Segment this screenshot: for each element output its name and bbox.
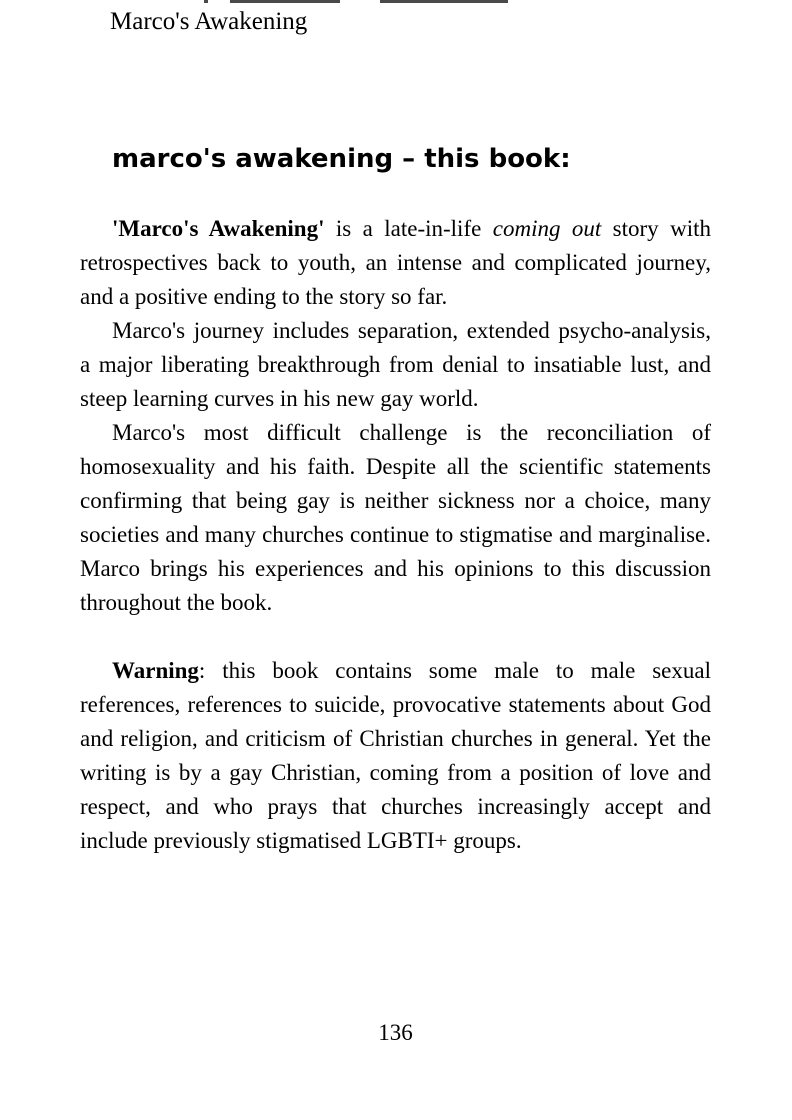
paragraph-challenge: Marco's most difficult challenge is the reconciliation of homosexuality and his faith. Despite all the scientific statements confirming that being gay is neither sickness nor a choice, many societies and many churches continue to stigmatise and marginalise. Marco brings his experiences and his opinions to this discussion throughout the book. <box>80 420 711 615</box>
page-number: 136 <box>378 1020 413 1045</box>
running-header: Marco's Awakening <box>110 8 308 35</box>
body-run: : this book contains some male to male sexual references, references to suicide, provocative statements about God and religion, and criticism of Christian churches in general. Yet the writing is by a gay Christian, coming from a position of love and respect, and who prays that churches increasingly accept and include previously stigmatised LGBTI+ groups. <box>80 658 711 853</box>
body-run: story with retrospectives back to youth, an intense and complicated journey, and a positive ending to the story so far. <box>80 216 711 309</box>
section-title: marco's awakening – this book: <box>112 144 571 174</box>
bold-warning-label: Warning <box>112 658 199 683</box>
bold-book-title: 'Marco's Awakening' <box>112 216 325 241</box>
scan-artifact <box>0 0 792 4</box>
paragraph-warning <box>80 654 711 858</box>
body-text <box>80 212 711 858</box>
paragraph-intro <box>80 212 711 314</box>
body-run: is a late-in-life <box>324 216 493 241</box>
paragraph-journey: Marco's journey includes separation, extended psycho-analysis, a major liberating breakthrough from denial to insatiable lust, and steep learning curves in his new gay world. <box>80 318 711 411</box>
italic-phrase: coming out <box>492 216 602 241</box>
